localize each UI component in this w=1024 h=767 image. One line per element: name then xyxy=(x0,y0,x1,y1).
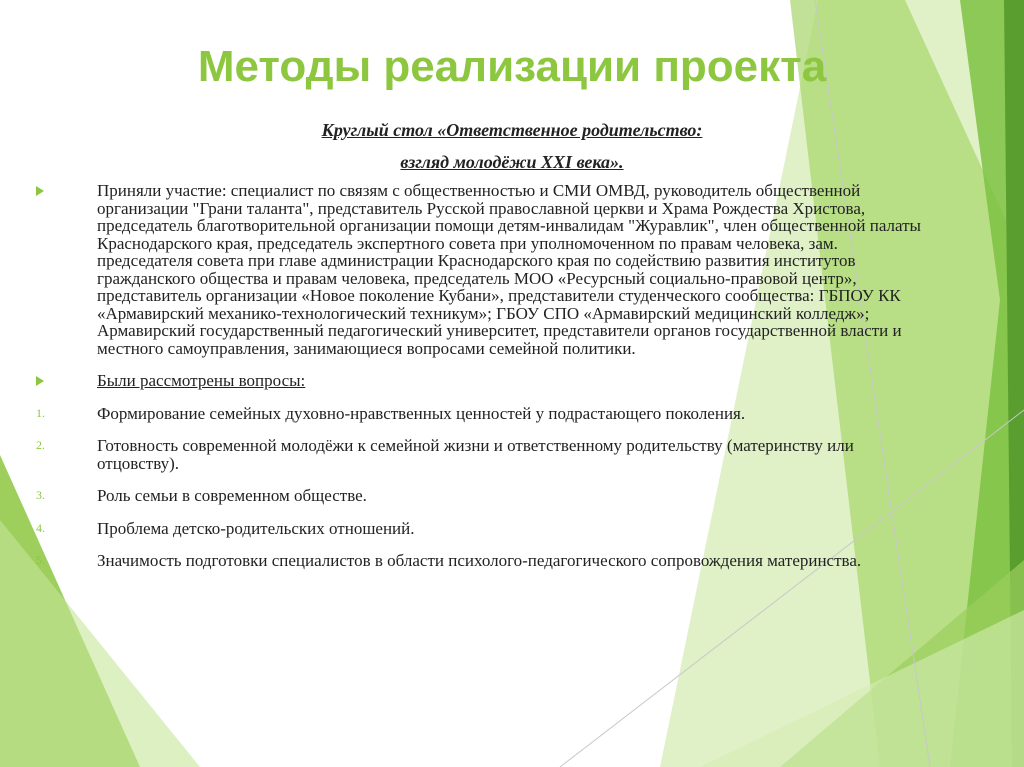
list-item-text: Проблема детско-родительских отношений. xyxy=(97,518,415,538)
list-number: 5. xyxy=(36,553,45,567)
triangle-bullet-icon xyxy=(36,182,76,200)
slide-content xyxy=(36,182,936,570)
list-number: 3. xyxy=(36,488,45,502)
list-item xyxy=(36,487,936,505)
subtitle-line1: Круглый стол «Ответственное родительство: xyxy=(321,120,703,140)
list-item-text: Значимость подготовки специалистов в области психолого-педагогического сопровождения материнства. xyxy=(97,551,862,570)
subtitle-line2: взгляд молодёжи XXI века». xyxy=(400,152,624,172)
list-item xyxy=(36,520,936,538)
list-item xyxy=(36,405,936,423)
participants-item xyxy=(36,182,936,357)
list-number: 2. xyxy=(36,438,45,452)
participants-text: Приняли участие: специалист по связям с общественностью и СМИ ОМВД, руководитель общественной организации "Грани таланта", представитель Русской православной церкви и Храма Рождества Христова, председатель благотворительной организации помощи детям-инвалидам "Журавлик", член общественной палаты Краснодарского края, председатель экспертного совета при уполномоченном по правам человека, зам. председателя совета при главе администрации Краснодарского края по содействию развития институтов гражданского общества и правам человека, председатель МОО «Ресурсный социально-правовой центр», представитель организации «Новое поколение Кубани», представители студенческого сообщества: ГБПОУ КК «Армавирский механико-технологический техникум»; ГБОУ СПО «Армавирский медицинский колледж»; Армавирский государственный педагогический университет, представители органов государственной власти и местного самоуправления, занимающиеся вопросами семейной политики. xyxy=(97,181,921,358)
questions-header-item xyxy=(36,372,936,390)
questions-header: Были рассмотрены вопросы: xyxy=(97,371,306,390)
triangle-bullet-icon xyxy=(36,372,76,390)
list-item xyxy=(36,437,936,472)
list-item-text: Роль семьи в современном обществе. xyxy=(97,486,367,505)
list-number: 1. xyxy=(36,405,45,420)
list-item xyxy=(36,552,936,570)
page-title: Методы реализации проекта xyxy=(197,42,827,91)
list-number: 4. xyxy=(36,520,45,535)
list-item-text: Готовность современной молодёжи к семейной жизни и ответственному родительству (материнству или отцовству). xyxy=(97,436,854,473)
list-item-text: Формирование семейных духовно-нравственных ценностей у подрастающего поколения. xyxy=(97,403,746,423)
